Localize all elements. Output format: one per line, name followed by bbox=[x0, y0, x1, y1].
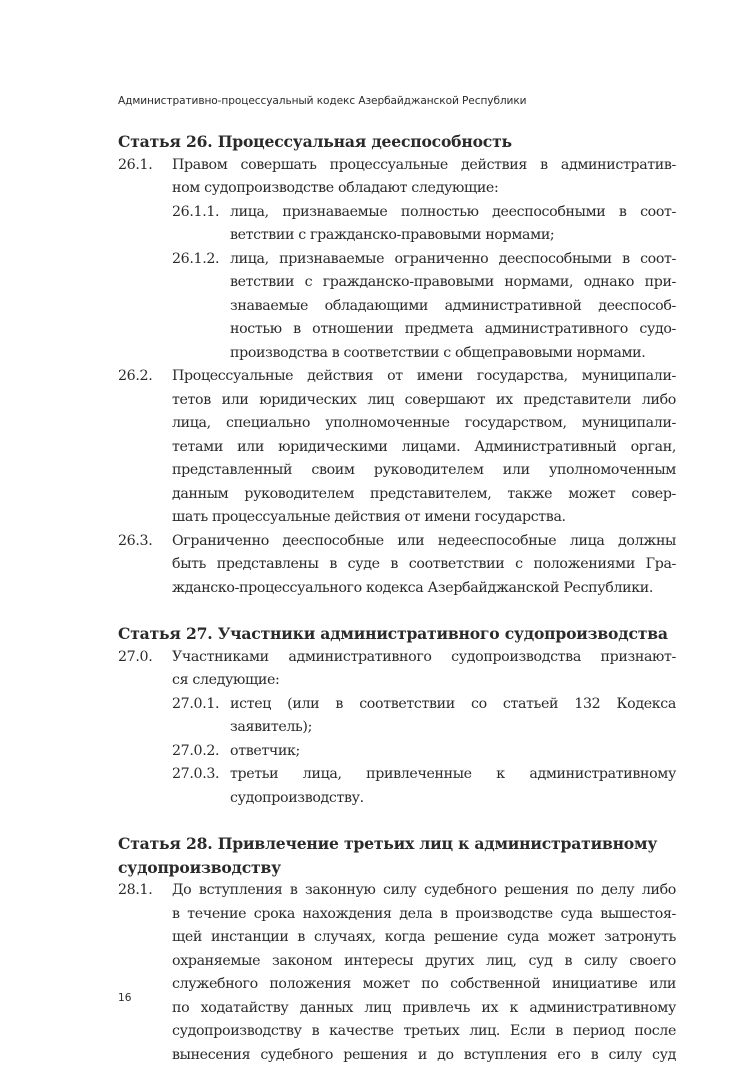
clause-number: 26.2. bbox=[118, 368, 153, 384]
article-title-line: судопроизводству bbox=[118, 857, 281, 877]
clause-26-2 bbox=[118, 365, 676, 530]
clause-text-line: в течение срока нахождения дела в производстве суда вышестоя- bbox=[172, 905, 676, 922]
clause-text-line: Процессуальные действия от имени государства, муниципали- bbox=[172, 368, 676, 384]
subclause-text-line: третьи лица, привлеченные к административному bbox=[230, 766, 676, 782]
subclause-text-line: ностью в отношении предмета административного судо- bbox=[230, 321, 676, 337]
subclause-26-1-2 bbox=[172, 248, 676, 366]
clause-text-line: служебного положения может по собственной инициативе или bbox=[172, 976, 676, 992]
clause-text-line: Участниками административного судопроизводства признают- bbox=[172, 648, 676, 665]
clause-text-line: щей инстанции в случаях, когда решение суда может затронуть bbox=[172, 929, 676, 945]
subclause-number: 26.1.1. bbox=[172, 203, 220, 220]
clause-text-line: данным руководителем представителем, также может совер- bbox=[172, 485, 676, 502]
subclause-27-0-1 bbox=[172, 693, 676, 740]
clause-number: 26.1. bbox=[118, 156, 153, 173]
subclause-text-line: производства в соответствии с общеправовыми нормами. bbox=[230, 344, 646, 361]
clause-text-line: вынесения судебного решения и до вступления его в силу суд bbox=[172, 1046, 676, 1063]
clause-text-line: До вступления в законную силу судебного решения по делу либо bbox=[172, 882, 676, 898]
clause-text-line: охраняемые законом интересы других лиц, суд в силу своего bbox=[172, 952, 676, 969]
clause-number: 28.1. bbox=[118, 882, 153, 898]
article-title bbox=[118, 832, 676, 879]
clause-text-line: ном судопроизводстве обладают следующие: bbox=[172, 180, 499, 196]
clause-27-0 bbox=[118, 646, 676, 693]
clause-text-line: лица, специально уполномоченные государством, муниципали- bbox=[172, 415, 676, 431]
subclause-number: 27.0.3. bbox=[172, 766, 220, 782]
clause-text-line: жданско-процессуального кодекса Азербайджанской Республики. bbox=[172, 579, 654, 596]
subclause-text-line: ответчик; bbox=[230, 742, 300, 759]
page-body bbox=[118, 130, 676, 1089]
subclause-number: 27.0.2. bbox=[172, 742, 220, 759]
clause-text-line: тетов или юридических лиц совершают их представители либо bbox=[172, 391, 676, 408]
subclause-text-line: заявитель); bbox=[230, 719, 313, 735]
article-title: Статья 26. Процессуальная дееспособность bbox=[118, 132, 512, 151]
clause-text-line: по ходатайству данных лиц привлечь их к административному bbox=[172, 999, 676, 1016]
clause-text-line: тетами или юридическими лицами. Административный орган, bbox=[172, 438, 676, 455]
subclause-text-line: судопроизводству. bbox=[230, 789, 364, 806]
subclause-27-0-2 bbox=[172, 740, 676, 764]
clause-number: 26.3. bbox=[118, 532, 153, 549]
clause-text-line: шать процессуальные действия от имени государства. bbox=[172, 509, 566, 525]
subclause-text-line: лица, признаваемые ограниченно дееспособными в соот- bbox=[230, 250, 676, 267]
article-26 bbox=[118, 130, 676, 600]
clause-number: 27.0. bbox=[118, 648, 153, 665]
running-header: Административно-процессуальный кодекс Азербайджанской Республики bbox=[118, 95, 527, 107]
clause-text-line: Ограниченно дееспособные или недееспособные лица должны bbox=[172, 532, 676, 549]
clause-text-line: судопроизводству в качестве третьих лиц. Если в период после bbox=[172, 1023, 676, 1039]
subclause-text-line: ветствии с гражданско-правовыми нормами; bbox=[230, 227, 555, 243]
article-title: Статья 27. Участники административного судопроизводства bbox=[118, 624, 668, 643]
clause-26-3 bbox=[118, 530, 676, 601]
subclause-number: 27.0.1. bbox=[172, 695, 220, 712]
subclause-text-line: лица, признаваемые полностью дееспособными в соот- bbox=[230, 203, 676, 220]
clause-text-line: ся следующие: bbox=[172, 672, 280, 688]
subclause-text-line: ветствии с гражданско-правовыми нормами, однако при- bbox=[230, 274, 676, 290]
clause-text-line: быть представлены в суде в соответствии с положениями Гра- bbox=[172, 556, 676, 572]
clause-26-1 bbox=[118, 154, 676, 201]
clause-text-line: представленный своим руководителем или уполномоченным bbox=[172, 462, 676, 478]
subclause-text-line: знаваемые обладающими административной дееспособ- bbox=[230, 297, 676, 314]
subclause-text-line: истец (или в соответствии со статьей 132 Кодекса bbox=[230, 695, 676, 712]
clause-text-line: Правом совершать процессуальные действия в административ- bbox=[172, 156, 676, 173]
page-number: 16 bbox=[118, 992, 132, 1004]
article-27 bbox=[118, 622, 676, 810]
article-28 bbox=[118, 832, 676, 1067]
clause-28-1 bbox=[118, 879, 676, 1067]
subclause-27-0-3 bbox=[172, 763, 676, 810]
subclause-26-1-1 bbox=[172, 201, 676, 248]
article-title-line: Статья 28. Привлечение третьих лиц к административному bbox=[118, 834, 658, 853]
subclause-number: 26.1.2. bbox=[172, 250, 220, 267]
